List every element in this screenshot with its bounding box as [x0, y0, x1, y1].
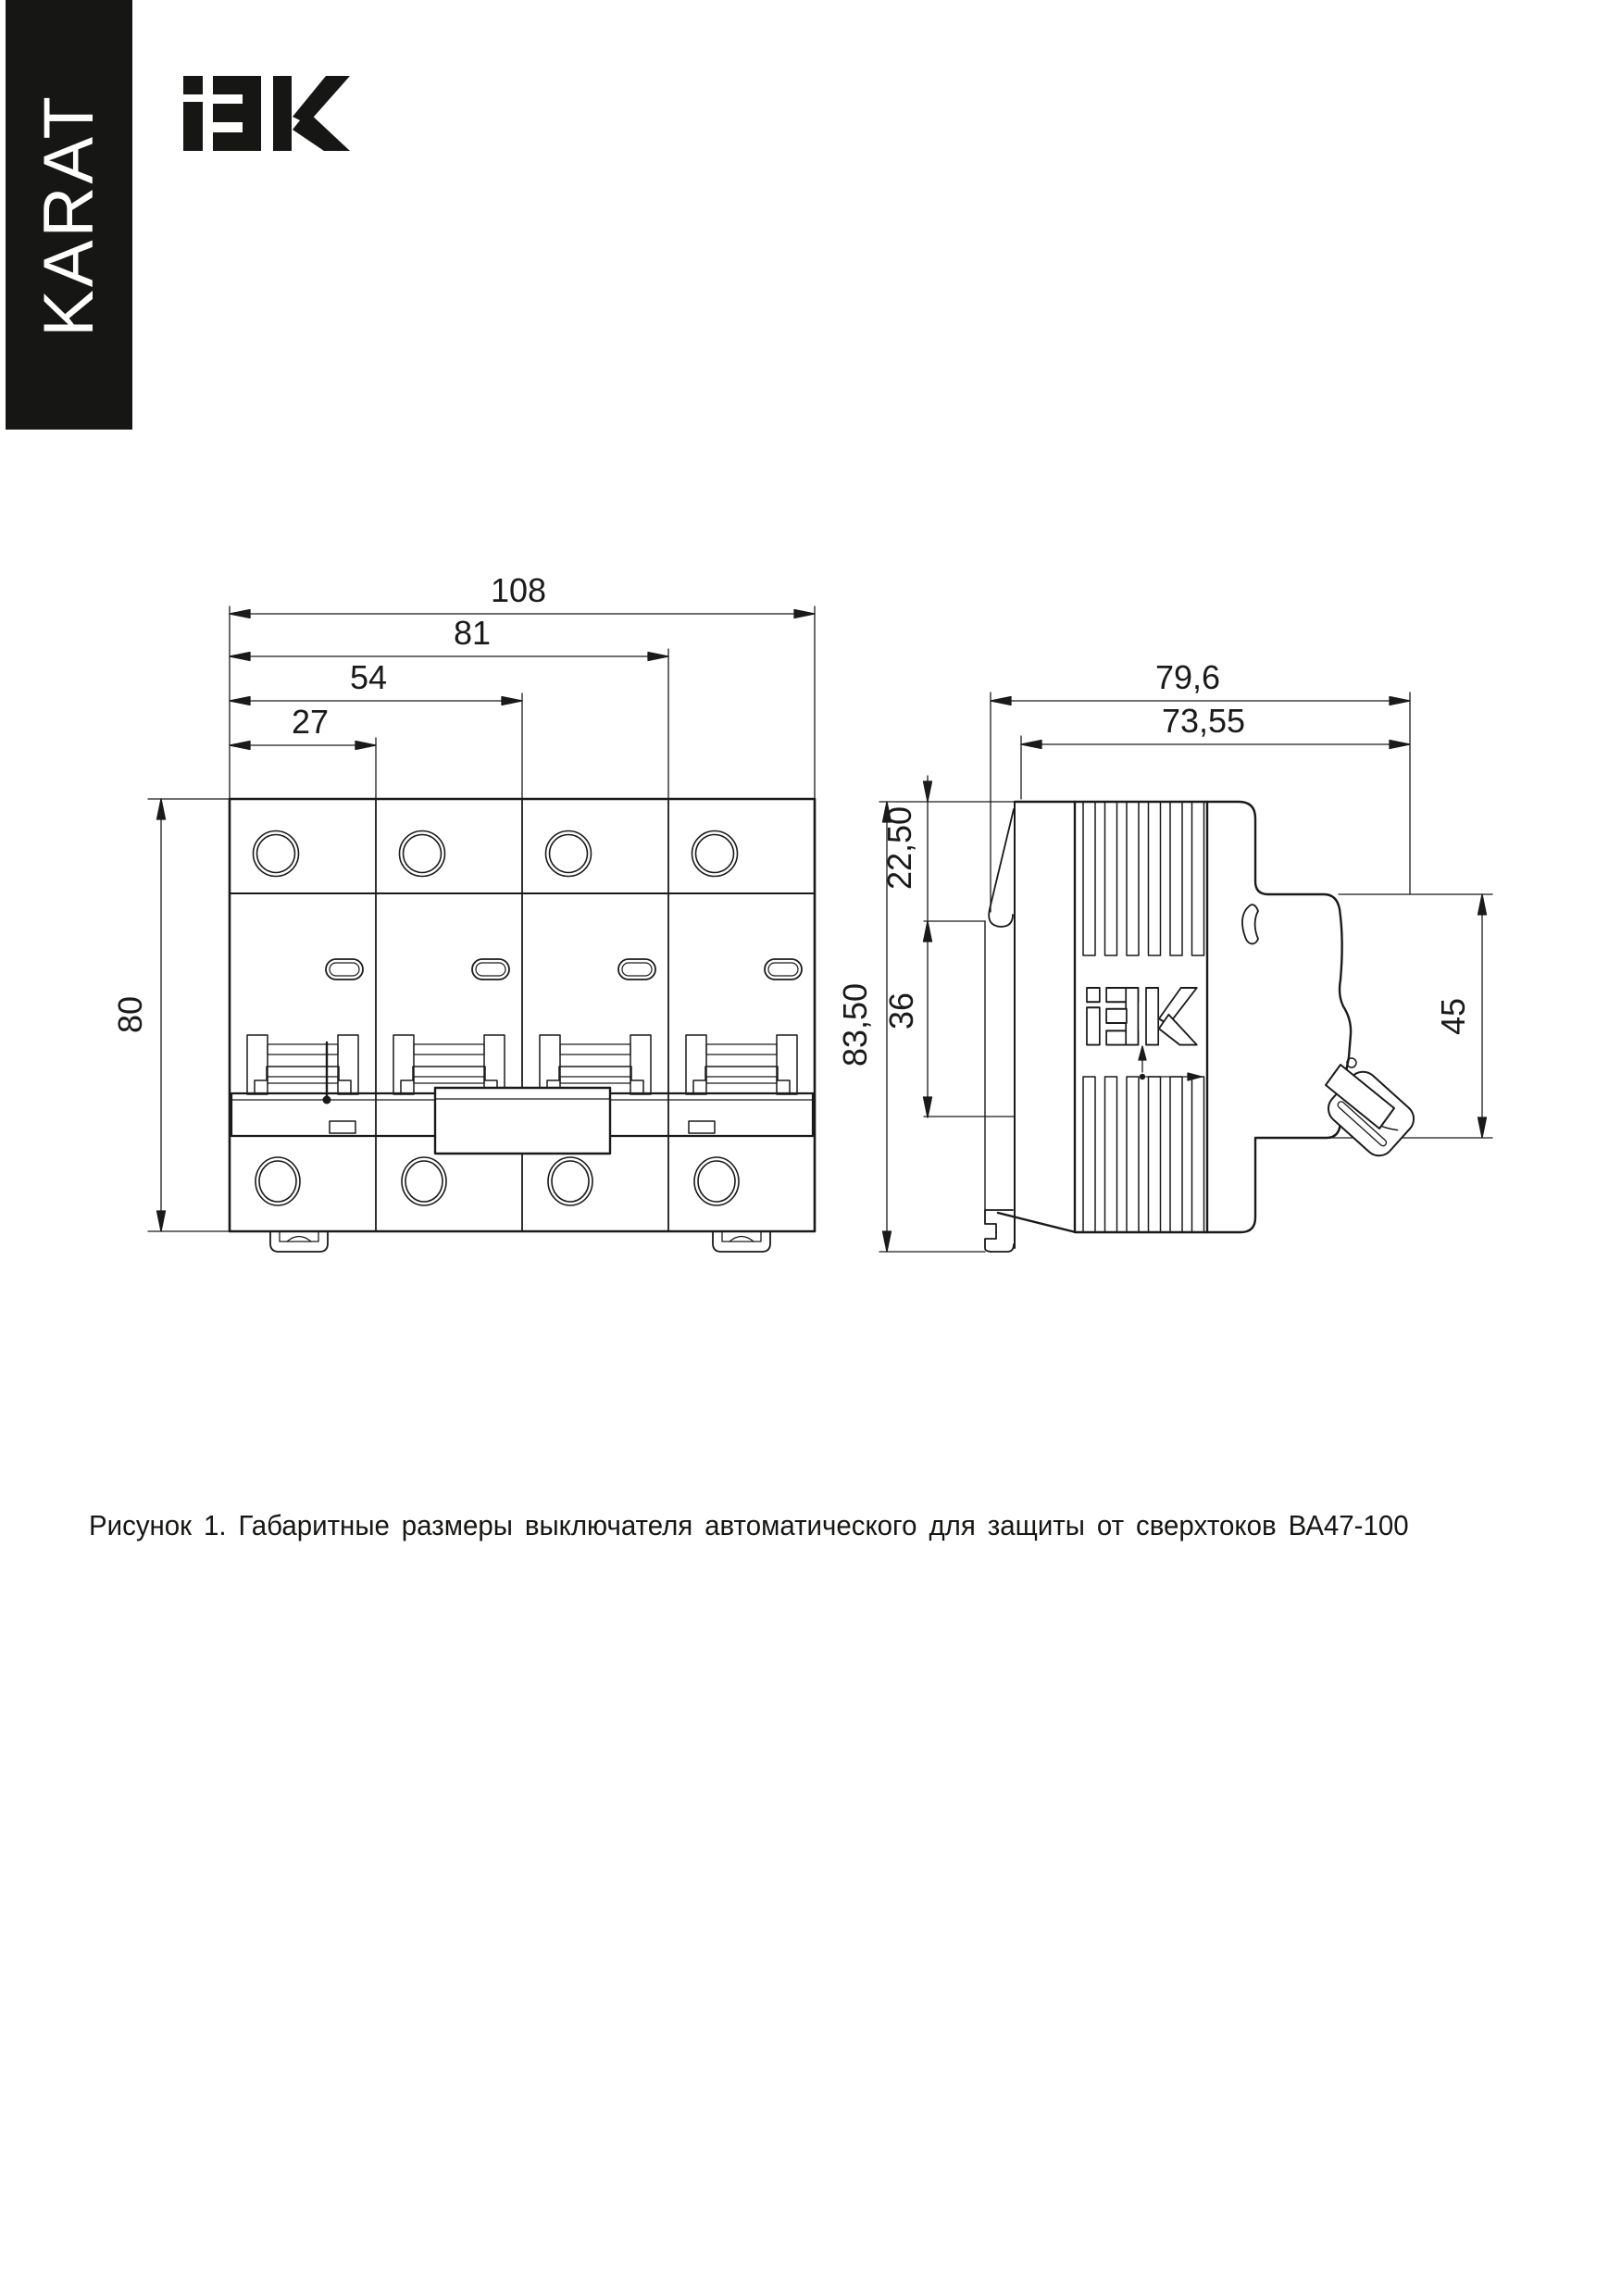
dim-side-top-2250: 22,50: [880, 805, 918, 891]
side-vent-slots-top: [1083, 802, 1204, 955]
side-view: [985, 802, 1420, 1252]
front-bottom-screws: [256, 1157, 739, 1205]
dim-front-height-80: 80: [111, 995, 149, 1034]
dim-side-rail-36: 36: [882, 992, 920, 1030]
front-indicator-windows: [326, 959, 802, 980]
side-reference-arrows: [1139, 1046, 1202, 1080]
front-din-clips: [270, 1231, 770, 1252]
front-handle-block: [435, 1088, 610, 1154]
side-grip-slot: [1242, 905, 1258, 943]
front-position-indicator: [323, 1042, 331, 1104]
dim-front-width-27: 27: [291, 703, 330, 741]
dim-front-width-108: 108: [490, 571, 547, 609]
brand-panel-label: KARAT: [30, 93, 108, 337]
front-view: [230, 799, 815, 1252]
dim-side-depth-7355: 73,55: [1161, 702, 1246, 740]
iek-logo: [183, 76, 350, 151]
dim-front-width-81: 81: [453, 614, 492, 652]
dim-side-height-8350: 83,50: [836, 982, 874, 1067]
dim-side-depth-796: 79,6: [1154, 658, 1221, 696]
side-view-dimensions: [836, 658, 1492, 1252]
figure-caption: Рисунок 1. Габаритные размеры выключателя автоматического для защиты от сверхтоков ВА47-100: [89, 1509, 1409, 1541]
dim-front-width-54: 54: [349, 658, 388, 696]
side-vent-slots-bottom: [1083, 1077, 1204, 1232]
side-iek-logo-embossed: [1087, 988, 1197, 1045]
dim-side-front-45: 45: [1434, 997, 1472, 1036]
front-top-screws: [254, 831, 738, 877]
